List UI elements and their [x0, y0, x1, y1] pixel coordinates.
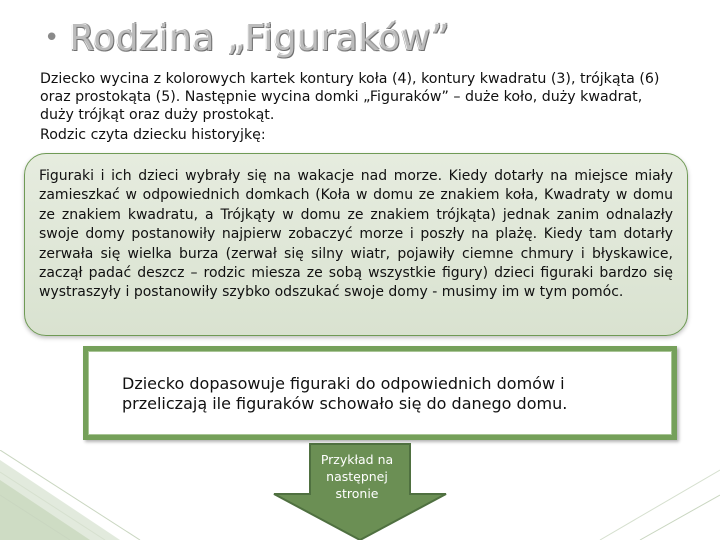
- task-box: [83, 346, 677, 440]
- story-box: [24, 153, 688, 336]
- slide-title: Rodzina „Figuraków”: [69, 17, 451, 59]
- slide-title-row: [44, 10, 450, 66]
- intro-paragraph-1: Dziecko wycina z kolorowych kartek kontury koła (4), kontury kwadratu (3), trójkąta (6) oraz prostokąta (5). Następnie wycina domki „Figuraków” – duże koło, duży kwadrat, duży trójkąt oraz duży prostokąt.: [40, 71, 660, 123]
- task-text: Dziecko dopasowuje figuraki do odpowiednich domów i przeliczają ile figuraków schowało się do danego domu.: [122, 374, 568, 413]
- intro-paragraph-2: Rodzic czyta dziecku historyjkę:: [40, 127, 266, 143]
- intro-text: [40, 70, 660, 144]
- story-text: Figuraki i ich dzieci wybrały się na wakacje nad morze. Kiedy dotarły na miejsce miały zamieszkać w odpowiednich domkach (Koła w domu ze znakiem koła, Kwadraty w domu ze znakiem kwadratu, a Trójkąty w domu ze znakiem trójkąta) jednak zanim odnalazły swoje domy postanowiły najpierw zobaczyć morze i poszły na plażę. Kiedy tam dotarły zerwała się wielka burza (zerwał się silny wiatr, pojawiły ciemne chmury i błyskawice, zaczął padać deszcz – rodzic miesza ze sobą wszystkie figury) dzieci figuraki bardzo się wystraszyły i postanowiły szybko odszukać swoje domy - musimy im w tym pomóc.: [39, 168, 673, 301]
- bullet-icon: •: [44, 23, 60, 53]
- arrow-label: Przykład na następnej stronie: [320, 452, 394, 501]
